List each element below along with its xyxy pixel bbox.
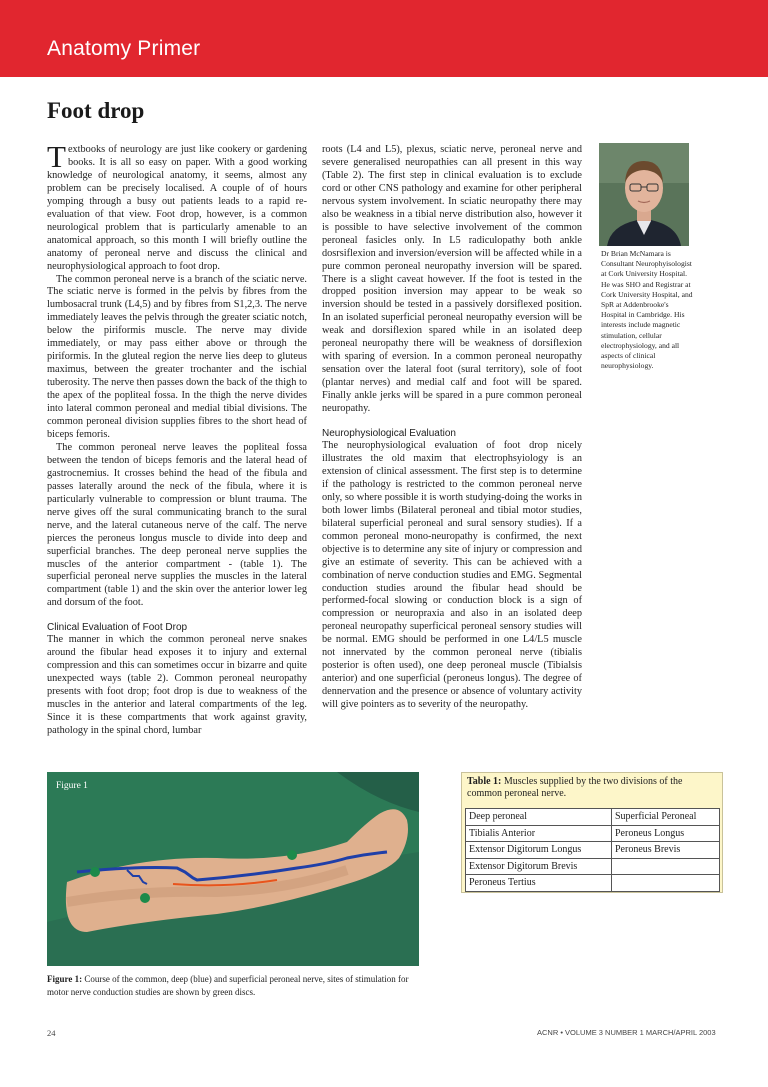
table-header-cell: Deep peroneal [466,809,612,826]
table-header-cell: Superficial Peroneal [612,809,720,826]
paragraph: Textbooks of neurology are just like cookery or gardening books. It is all so easy on paper. With a good working knowledge of neurological anatomy, it seems, almost any problem can be precisely localised. A couple of of hours yomping through a busy out patients leads to a rapid re-evaluation of that view. Foot drop, however, is a common neurological problem that is particularly amenable to an anatomical approach, so this month I will briefly outline the anatomy of peroneal nerve and discuss the clinical and neurophysiological approach to foot drop. [47,139,307,272]
author-name: Dr Brian McNamara [601,249,664,258]
paragraph: The common peroneal nerve is a branch of the sciatic nerve. The sciatic nerve is formed in the pelvis by fibres from the lumbosacral trunk (L4,5) and by fibres from S1,2,3. The nerve immediately leaves the pelvis through the greater sciatic notch, below the piriformis muscle. The nerve may divide immediately, or may pass either above or through the piriformis. In the gluteal region the nerve lies deep to gluteus maximus, between the greater trochanter and the ischial tuberosity. The nerve then passes down the back of the thigh to the apex of the popliteal fossa. In the thigh the nerve divides into lateral common peroneal and medial tibial divisions. The common peroneal division supplies fibres to the short head of biceps femoris. [47,273,307,440]
column-2 [322,144,582,712]
figure-1-photo [47,772,419,966]
table-1 [461,772,723,893]
section-banner [0,0,768,77]
author-photo [599,143,689,246]
table-cell: Peroneus Brevis [612,842,720,859]
paragraph: roots (L4 and L5), plexus, sciatic nerve, peroneal nerve and severe generalised neuropathies can all present in this way (Table 2). The first step in clinical evaluation is to exclude cord or other CNS pathology and examine for other peripheral nervous system involvement. In sciatic neuropathy there may also be weakness in a tibial nerve distribution also, however it is possible to have selective involvement of the common peroneal fasicles only. In L5 radiculopathy both ankle dosrsiflexion and inversion/eversion will be affected while in a pure common peroneal neuropathy inversion will be spared. There is a slight caveat however. If the foot is tested in the dropped position inversion may appear to be weak so inversion should be tested in a passively dorsiflexed position. In an isolated superficial peroneal neuropathy eversion will be weak and dorsiflexion spared while in an isolated deep peroneal neuropathy there will be weakness of dorsiflexion with sparing of eversion. In a common peroneal neuropathy sensation over the lateral foot (sural territory), sole of foot (plantar nerves) and medial calf and foot will be spared. Finally ankle jerks will be spared in a pure common peroneal neuropathy. [322,144,582,415]
column-1 [47,139,307,738]
table-row [466,858,720,875]
table-row [466,825,720,842]
journal-info: ACNR • VOLUME 3 NUMBER 1 MARCH/APRIL 2003 [537,1028,716,1037]
table-cell: Tibialis Anterior [466,825,612,842]
table-cell [612,875,720,892]
author-bio: Dr Brian McNamara is Consultant Neurophyisologist at Cork University Hospital. He was SHO and Registrar at Cork University Hospital, and SpR at Addenbrooke's Hospital in Cambridge. His interests include magnetic stimulation, cellular electrophysiology, and all aspects of clinical neurophysiology. [601,249,693,371]
table-header-row [466,809,720,826]
page-number: 24 [47,1028,56,1038]
table-cell: Peroneus Tertius [466,875,612,892]
figure-caption: Figure 1: Course of the common, deep (blue) and superficial peroneal nerve, sites of stimulation for motor nerve conduction studies are shown by green discs. [47,974,409,997]
figure-label: Figure 1 [56,781,88,791]
table-row [466,875,720,892]
table-cell: Peroneus Longus [612,825,720,842]
section-heading: Neurophysiological Evaluation [322,428,456,440]
table-cell [612,858,720,875]
section-heading: Clinical Evaluation of Foot Drop [47,622,188,634]
muscles-table [465,808,720,892]
table-caption: Table 1: Muscles supplied by the two divisions of the common peroneal nerve. [467,776,683,800]
section-title: Anatomy Primer [47,37,201,60]
table-cell: Extensor Digitorum Brevis [466,858,612,875]
table-row [466,842,720,859]
paragraph: The common peroneal nerve leaves the popliteal fossa between the tendon of biceps femoris and the lateral head of gastrocnemius. It crosses behind the head of the fibula and passes laterally around the neck of the fibula, where it is particularly vulnerable to compression or blunt trauma. The nerve gives off the sural communicating branch to the sural nerve, and the lateral cutaneous nerve of the calf. The nerve pierces the peroneus longus muscle to divide into deep and superficial branches. The deep peroneal nerve supplies the muscles of the anterior compartment - (table 1). The superficial peroneal nerve supplies the muscles in the lateral compartment (table 1) and the skin over the anterior lower leg and dorsum of the foot. [47,441,307,609]
paragraph: The neurophysiological evaluation of foot drop nicely illustrates the old maxim that electrophsyiology is an extension of clinical assessment. The first step is to determine if the pathology is restricted to the common peroneal nerve only, so where possible it is worth studying-doing the works in both lower limbs (Bilateral peroneal and tibial motor studies, bilateral superficial peroneal and sural sensory studies). If a common peroneal mono-neuropathy is confirmed, the next objective is to determine any site of injury or compression and give an estimate of severity. This can be achieved with a combination of nerve conduction studies and EMG. Segmental conduction studies around the fibular head should be performed-focal slowing or conduction block is a sign of compression or neuropraxia and also in an isolated deep peroneal neuropathy superficical peroneal sensory studies will be normal. EMG should be performed in one L4/L5 muscle not innervated by the common peroneal nerve (tibialis posterior is often used), one deep peroneal muscle (Tibialsis anterior) and one superficial (peroneus longus). The degree of dennervation and the presence or absence of voluntary activity will give pointers as to severity of the neuropathy. [322,440,582,711]
paragraph: The manner in which the common peroneal nerve snakes around the fibular head exposes it to injury and external compression and this can sometimes occur in bizarre and quite unexpected ways (table 2). Common peroneal neuropathy presents with foot drop; foot drop is due to weakness of the muscles in the anterior and lateral compartments of the leg. Since it is these compartments that work against gravity, pathology in the spinal chord, lumbar [47,634,307,736]
article-title: Foot drop [47,98,145,123]
drop-cap: T [47,139,66,174]
table-cell: Extensor Digitorum Longus [466,842,612,859]
